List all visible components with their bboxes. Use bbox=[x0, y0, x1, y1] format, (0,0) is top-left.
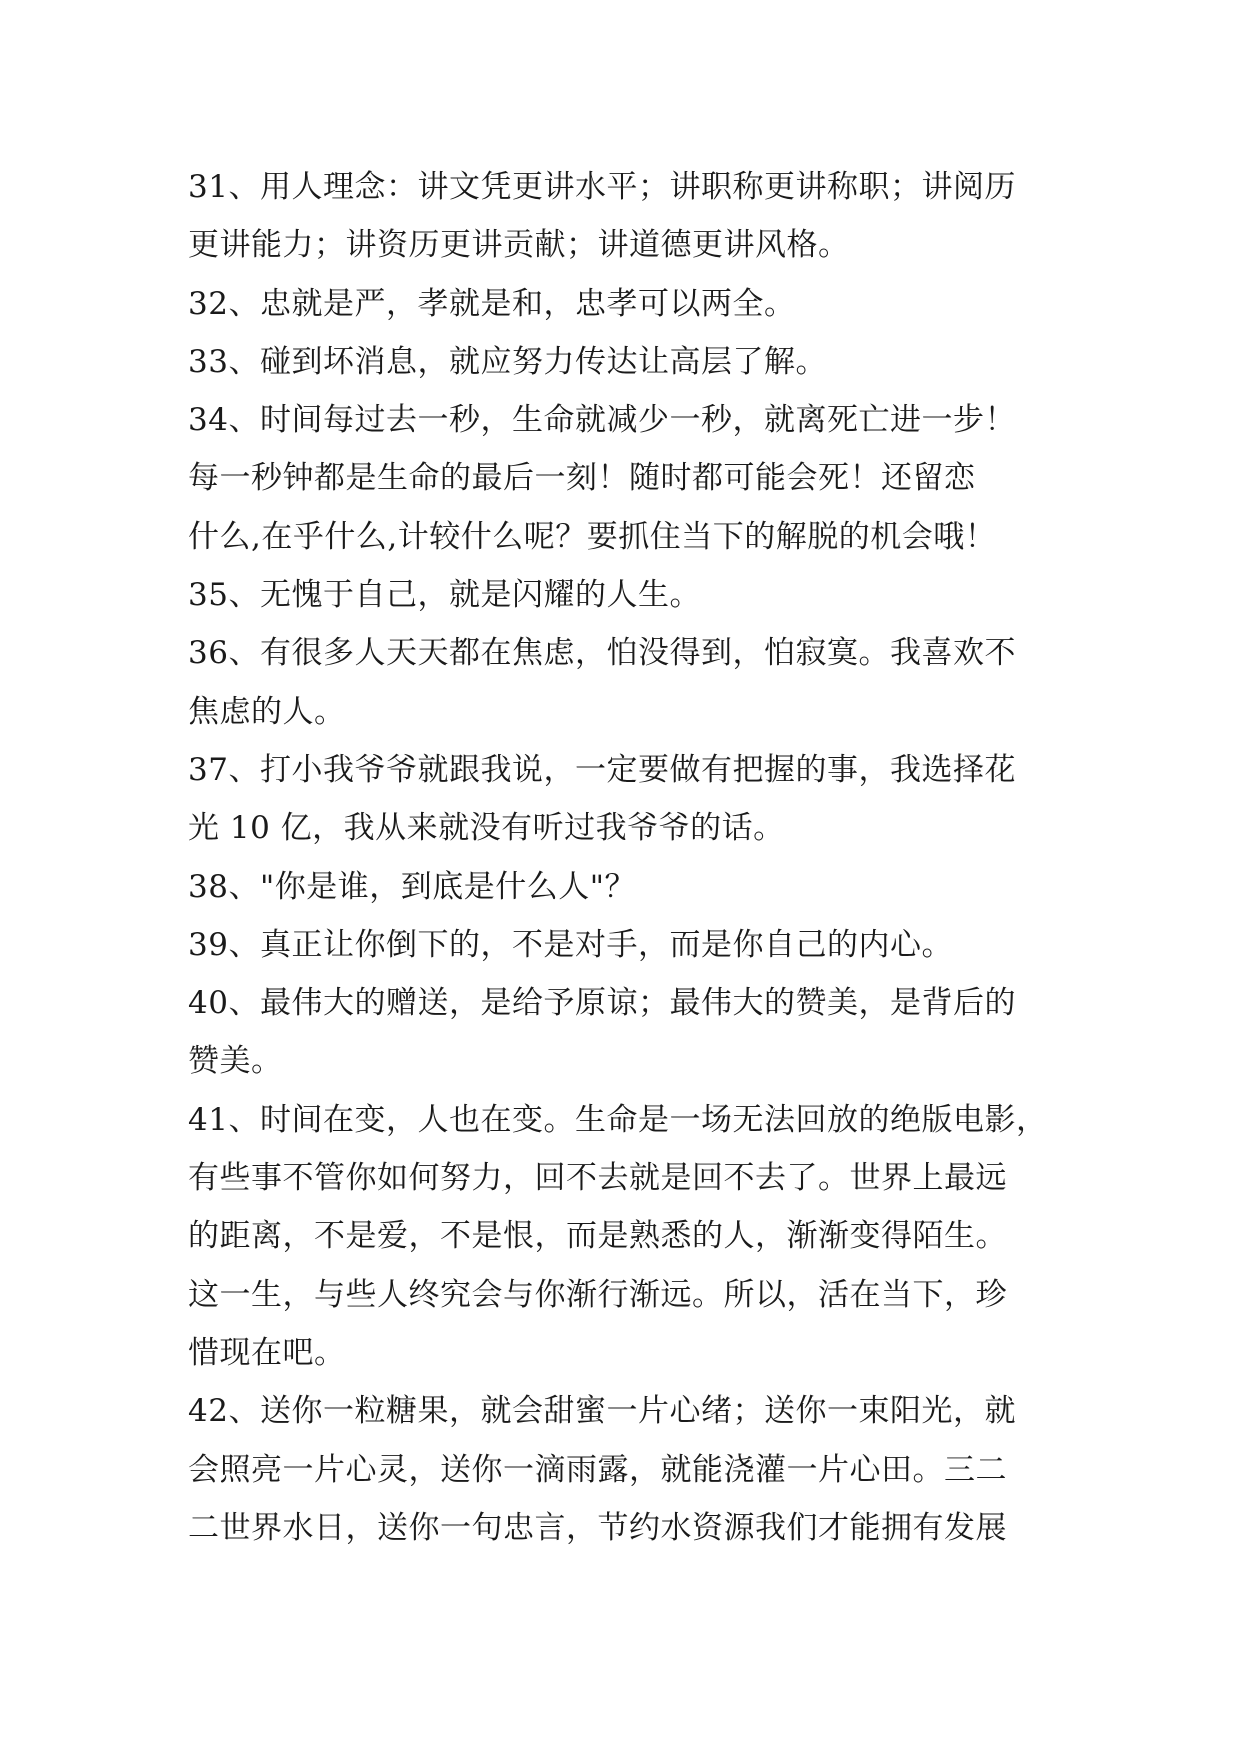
text-line: 33、碰到坏消息，就应努力传达让高层了解。 bbox=[188, 343, 827, 380]
document-body bbox=[188, 158, 1058, 1557]
text-line: 的距离，不是爱，不是恨，而是熟悉的人，渐渐变得陌生。 bbox=[188, 1218, 1007, 1255]
text-line: 会照亮一片心灵，送你一滴雨露，就能浇灌一片心田。三二 bbox=[188, 1451, 1007, 1488]
text-line: 38、"你是谁，到底是什么人"？ bbox=[188, 868, 636, 905]
text-line: 40、最伟大的赠送，是给予原谅；最伟大的赞美，是背后的 bbox=[188, 985, 1016, 1022]
text-line: 每一秒钟都是生命的最后一刻！随时都可能会死！还留恋 bbox=[188, 460, 976, 497]
text-line: 42、送你一粒糖果，就会甜蜜一片心绪；送你一束阳光，就 bbox=[188, 1393, 1016, 1430]
text-line: 赞美。 bbox=[188, 1043, 283, 1080]
text-line: 光 10 亿，我从来就没有听过我爷爷的话。 bbox=[188, 810, 785, 847]
text-line: 这一生，与些人终究会与你渐行渐远。所以，活在当下，珍 bbox=[188, 1276, 1007, 1313]
text-line: 35、无愧于自己，就是闪耀的人生。 bbox=[188, 577, 701, 614]
text-line: 37、打小我爷爷就跟我说，一定要做有把握的事，我选择花 bbox=[188, 751, 1016, 788]
text-line: 二世界水日，送你一句忠言，节约水资源我们才能拥有发展 bbox=[188, 1509, 1007, 1546]
text-line: 惜现在吧。 bbox=[188, 1334, 346, 1371]
text-line: 39、真正让你倒下的，不是对手，而是你自己的内心。 bbox=[188, 926, 953, 963]
text-line: 41、时间在变，人也在变。生命是一场无法回放的绝版电影， bbox=[188, 1101, 1048, 1138]
text-line: 36、有很多人天天都在焦虑，怕没得到，怕寂寞。我喜欢不 bbox=[188, 635, 1016, 672]
text-line: 更讲能力；讲资历更讲贡献；讲道德更讲风格。 bbox=[188, 227, 850, 264]
text-line: 焦虑的人。 bbox=[188, 693, 346, 730]
text-line: 32、忠就是严，孝就是和，忠孝可以两全。 bbox=[188, 285, 796, 322]
text-line: 有些事不管你如何努力，回不去就是回不去了。世界上最远 bbox=[188, 1160, 1007, 1197]
text-line: 31、用人理念：讲文凭更讲水平；讲职称更讲称职；讲阅历 bbox=[188, 169, 1016, 205]
text-line: 什么,在乎什么,计较什么呢？要抓住当下的解脱的机会哦！ bbox=[188, 518, 997, 555]
text-line: 34、时间每过去一秒，生命就减少一秒，就离死亡进一步！ bbox=[188, 402, 1016, 439]
